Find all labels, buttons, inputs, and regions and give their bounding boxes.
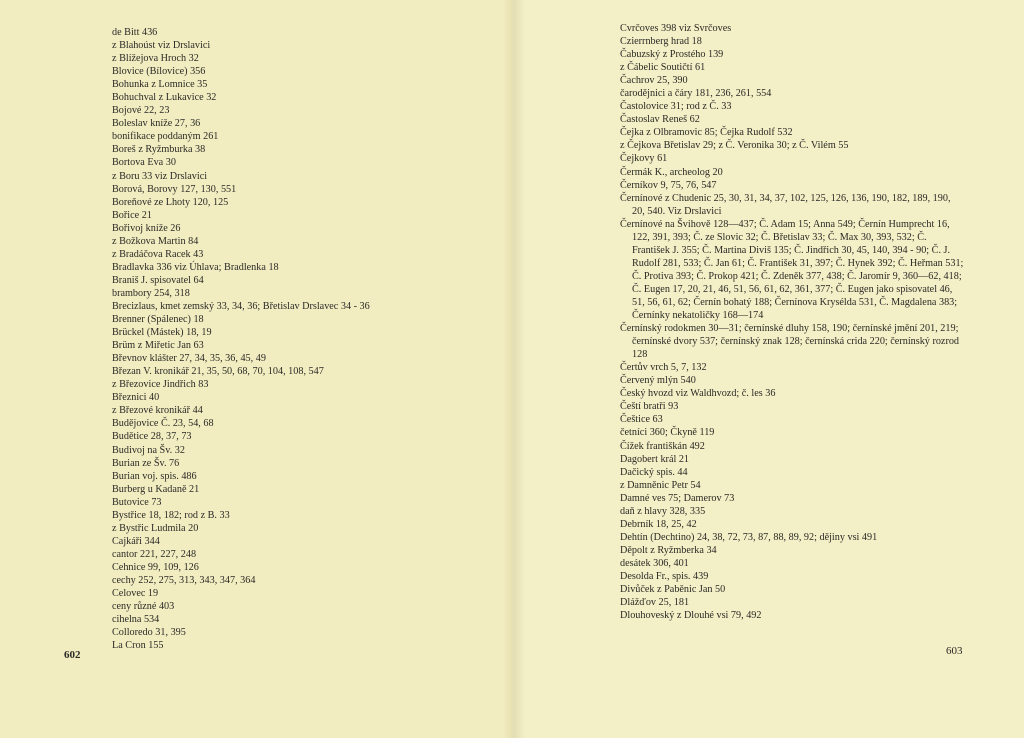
index-entry: desátek 306, 401 <box>620 557 689 569</box>
index-entry: z Bradáčova Racek 43 <box>112 248 204 260</box>
index-entry: Bohuchval z Lukavice 32 <box>112 92 217 104</box>
index-entry: Březan V. kronikář 21, 35, 50, 68, 70, 104, 108, 547 <box>112 366 324 378</box>
index-entry: Černínové na Švihově 128—437; Č. Adam 15; Anna 549; Černín Humprecht 16, 122, 391, 393; Č. ze Slovic 32; Č. Břetislav 33; Č. Max 30, 393, 532; Č. František J. 355; Č. Martina Diviš 135; Č. Jindřich 30, 45, 140, 394 - 90; Č. J. Rudolf 281, 533; Č. Jan 61; Č. František 31, 397; Č. Hynek 392; Č. Heřman 531; Č. Protiva 393; Č. Prokop 421; Č. Zdeněk 377, 438; Č. Jaromír 9, 360—62, 418; Č. Eugen 17, 20, 21, 46, 51, 56, 61, 62, 361, 377; Č. Eugen jako spisovatel 46, 51, 56, 61, 62; Černín bohatý 188; Černínova Krysélda 531, Č. Magdalena 383; Černínky nekatoličky 168—174 <box>620 218 964 322</box>
index-entry: Celovec 19 <box>112 588 159 600</box>
index-entry: z Březové kronikář 44 <box>112 405 203 417</box>
page-number-left: 602 <box>64 649 81 661</box>
index-entry: Břevnov klášter 27, 34, 35, 36, 45, 49 <box>112 353 266 365</box>
index-entry: Čejkovy 61 <box>620 153 668 165</box>
index-entry: Czierrnberg hrad 18 <box>620 36 702 48</box>
index-entry: Borová, Borovy 127, 130, 551 <box>112 183 237 195</box>
index-entry: Divůček z Paběnic Jan 50 <box>620 584 726 596</box>
index-entry: Bořivoj kníže 26 <box>112 222 181 234</box>
index-entry: z Božkova Martin 84 <box>112 235 199 247</box>
index-entry: Budějovice Č. 23, 54, 68 <box>112 418 214 430</box>
index-entry: Brüm z Miřetic Jan 63 <box>112 340 204 352</box>
index-entry: Dlouhoveský z Dlouhé vsi 79, 492 <box>620 610 762 622</box>
index-entry: z Blížejova Hroch 32 <box>112 53 199 65</box>
index-entry: Čermák K., archeolog 20 <box>620 166 723 178</box>
index-entry: Damné ves 75; Damerov 73 <box>620 492 735 504</box>
index-entry: Dehtín (Dechtino) 24, 38, 72, 73, 87, 88, 89, 92; dějiny vsi 491 <box>620 531 878 543</box>
index-entry: La Cron 155 <box>112 640 164 652</box>
index-entry: Bohunka z Lomnice 35 <box>112 79 208 91</box>
index-entry: Boleslav kníže 27, 36 <box>112 118 201 130</box>
index-entry: Budětice 28, 37, 73 <box>112 431 192 443</box>
index-entry: cantor 221, 227, 248 <box>112 548 197 560</box>
left-index-column <box>112 26 492 652</box>
index-entry: z Čejkova Břetislav 29; z Č. Veronika 30; z Č. Vilém 55 <box>620 140 849 152</box>
index-entry: Burian voj. spis. 486 <box>112 470 197 482</box>
index-entry: Burberg u Kadaně 21 <box>112 483 200 495</box>
index-entry: Bystřice 18, 182; rod z B. 33 <box>112 509 230 521</box>
index-entry: Budivoj na Šv. 32 <box>112 444 185 456</box>
index-entry: Bořice 21 <box>112 209 152 221</box>
index-entry: de Bitt 436 <box>112 27 158 38</box>
index-entry: brambory 254, 318 <box>112 287 190 299</box>
index-entry: Butovice 73 <box>112 496 162 508</box>
index-entry: Desolda Fr., spis. 439 <box>620 570 709 582</box>
index-entry: Blovice (Bílovice) 356 <box>112 66 206 78</box>
index-entry: Braniš J. spisovatel 64 <box>112 274 204 286</box>
index-entry: Cehnice 99, 109, 126 <box>112 561 199 573</box>
index-entry: Cvrčoves 398 viz Svrčoves <box>620 23 732 34</box>
index-entry: Dagobert král 21 <box>620 453 690 465</box>
book-gutter <box>503 0 525 738</box>
index-entry: z Březovice Jindřich 83 <box>112 379 209 391</box>
index-entry: Děpolt z Ryžmberka 34 <box>620 544 717 556</box>
index-entry: Dlážďov 25, 181 <box>620 597 690 609</box>
index-entry: četníci 360; Čkyně 119 <box>620 427 715 439</box>
index-entry: Čachrov 25, 390 <box>620 75 688 87</box>
index-entry: Častolovice 31; rod z Č. 33 <box>620 101 732 113</box>
index-entry: Burian ze Šv. 76 <box>112 457 180 469</box>
right-index-column <box>620 22 965 622</box>
index-entry: cechy 252, 275, 313, 343, 347, 364 <box>112 574 256 586</box>
index-entry: bonifikace poddaným 261 <box>112 131 219 143</box>
index-entry: Černínové z Chudenic 25, 30, 31, 34, 37, 102, 125, 126, 136, 190, 182, 189, 190, 20, 540. Viz Drslavici <box>620 192 951 217</box>
index-entry: Bojové 22, 23 <box>112 105 170 117</box>
index-entry: cihelna 534 <box>112 614 160 626</box>
index-entry: Boreš z Ryžmburka 38 <box>112 144 206 156</box>
index-entry: z Čábelic Soutičtí 61 <box>620 62 706 74</box>
index-entry: Čabuzský z Prostého 139 <box>620 49 724 61</box>
index-entry: Černínský rodokmen 30—31; černínské dluhy 158, 190; černínské jmění 201, 219; černínské dvory 537; černínský znak 128; černínská crida 220; černínský rozrod 128 <box>620 323 960 361</box>
index-entry: Debrník 18, 25, 42 <box>620 518 697 530</box>
index-entry: Březnici 40 <box>112 392 160 404</box>
index-entry: Častoslav Reneš 62 <box>620 114 700 126</box>
index-entry: Čeští bratři 93 <box>620 401 679 413</box>
index-entry: Colloredo 31, 395 <box>112 627 186 639</box>
index-entry: z Blahoúst viz Drslavici <box>112 40 211 52</box>
index-entry: Bradlavka 336 viz Úhlava; Bradlenka 18 <box>112 261 279 273</box>
index-entry: čarodějnici a čáry 181, 236, 261, 554 <box>620 88 772 100</box>
index-entry: daň z hlavy 328, 335 <box>620 505 706 517</box>
index-entry: Český hvozd viz Waldhvozd; č. les 36 <box>620 388 776 400</box>
index-entry: Červený mlýn 540 <box>620 375 696 387</box>
index-entry: Brückel (Mástek) 18, 19 <box>112 327 212 339</box>
index-entry: Brecizlaus, kmet zemský 33, 34, 36; Břetislav Drslavec 34 - 36 <box>112 300 370 312</box>
index-entry: Češtice 63 <box>620 414 663 426</box>
index-entry: z Bystřic Ludmila 20 <box>112 522 199 534</box>
index-entry: Černíkov 9, 75, 76, 547 <box>620 179 717 191</box>
index-entry: Boreňové ze Lhoty 120, 125 <box>112 196 229 208</box>
index-entry: z Boru 33 viz Drslavici <box>112 170 208 182</box>
page-number-right: 603 <box>946 645 963 657</box>
index-entry: Čertův vrch 5, 7, 132 <box>620 362 707 374</box>
index-entry: Dačický spis. 44 <box>620 466 688 478</box>
index-entry: Bortova Eva 30 <box>112 157 176 169</box>
index-entry: Čížek františkán 492 <box>620 440 705 452</box>
index-entry: Čejka z Olbramovic 85; Čejka Rudolf 532 <box>620 127 793 139</box>
index-entry: ceny různé 403 <box>112 601 175 613</box>
index-entry: Brenner (Spálenec) 18 <box>112 314 204 326</box>
index-entry: z Damněnic Petr 54 <box>620 479 701 491</box>
index-entry: Cajkáři 344 <box>112 535 160 547</box>
